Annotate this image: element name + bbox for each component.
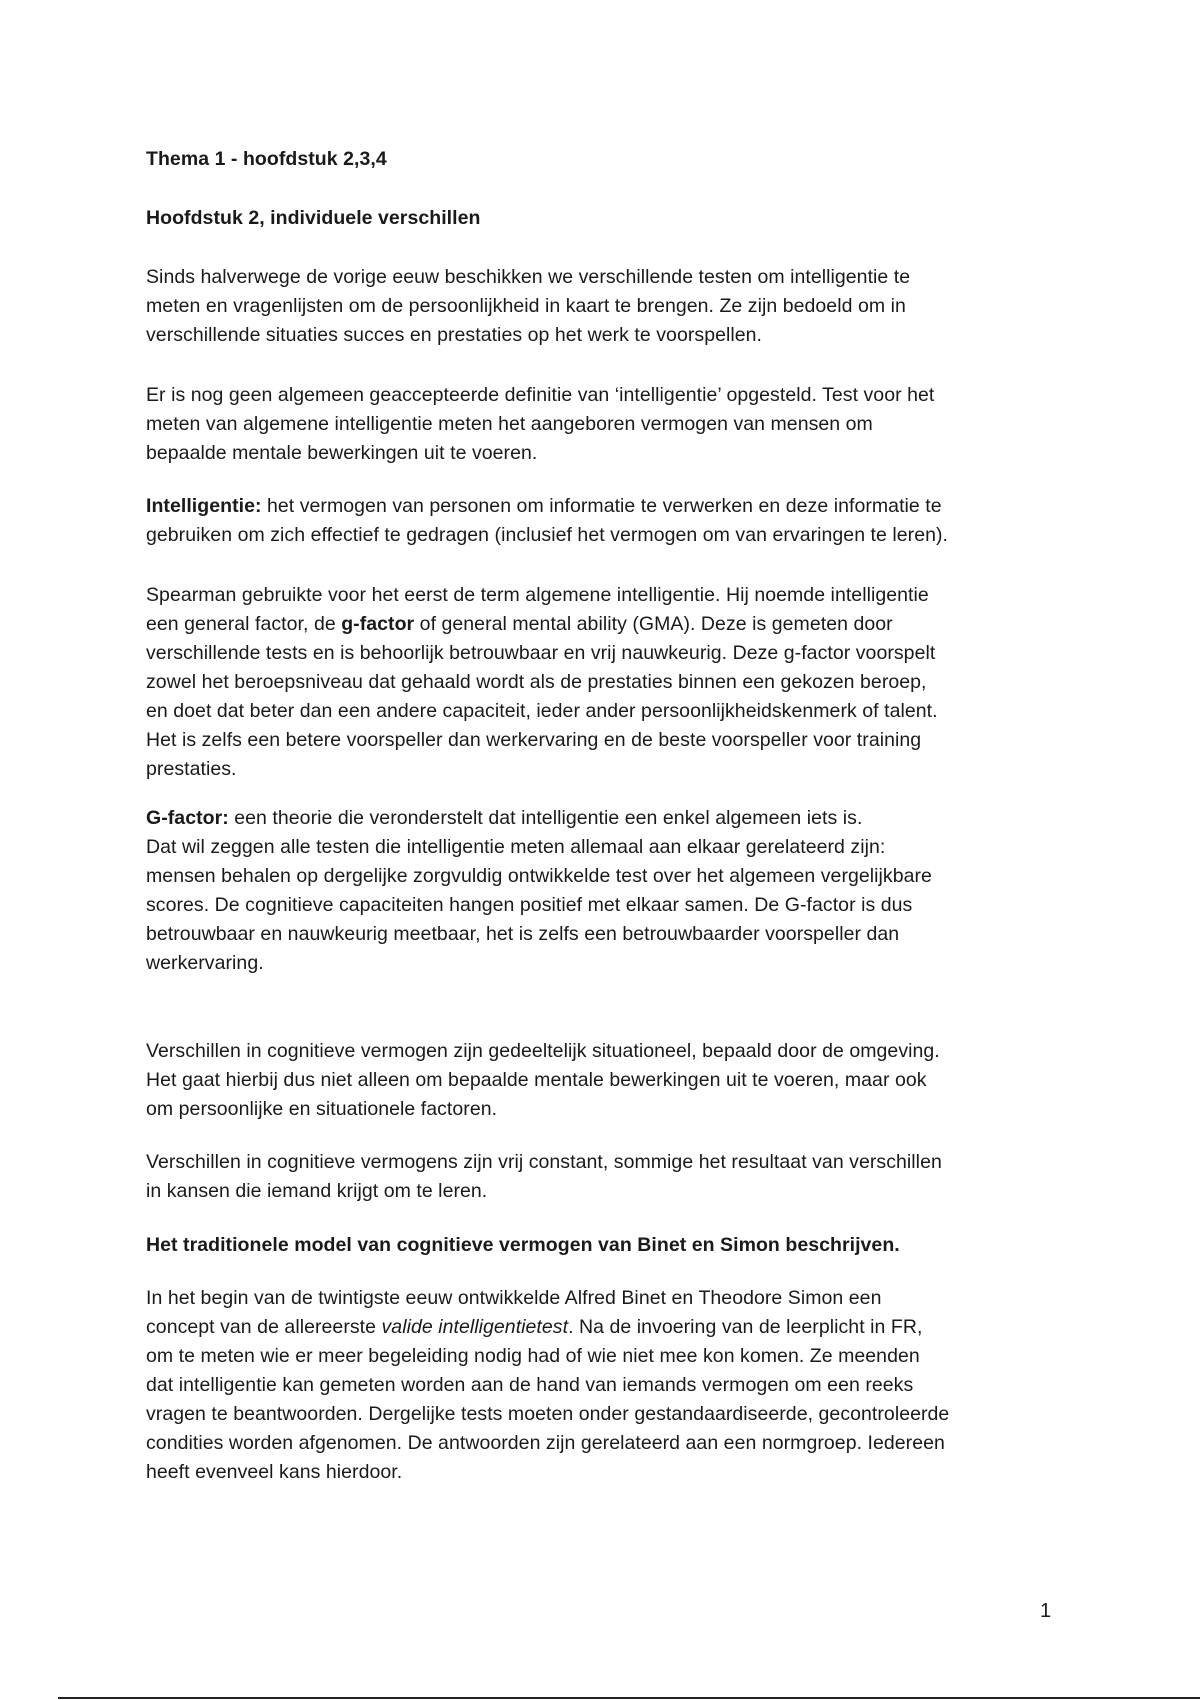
- paragraph-line: bepaalde mentale bewerkingen uit te voeren.: [146, 442, 538, 464]
- paragraph-line: [146, 1315, 922, 1339]
- paragraph-line: scores. De cognitieve capaciteiten hangen positief met elkaar samen. De G-factor is dus: [146, 894, 913, 916]
- document-title: Thema 1 - hoofdstuk 2,3,4: [146, 148, 387, 170]
- text-span: concept van de allereerste: [146, 1316, 382, 1338]
- term-g-factor: g-factor: [341, 613, 415, 635]
- text-span: . Na de invoering van de leerplicht in FR,: [568, 1316, 923, 1338]
- paragraph-line: Spearman gebruikte voor het eerst de term algemene intelligentie. Hij noemde intelligentie: [146, 584, 929, 606]
- paragraph-line: in kansen die iemand krijgt om te leren.: [146, 1180, 488, 1202]
- paragraph-line: verschillende situaties succes en prestaties op het werk te voorspellen.: [146, 324, 763, 346]
- paragraph-line: verschillende tests en is behoorlijk betrouwbaar en vrij nauwkeurig. Deze g-factor voorspelt: [146, 642, 936, 664]
- chapter-heading: Hoofdstuk 2, individuele verschillen: [146, 207, 481, 229]
- paragraph-line: Verschillen in cognitieve vermogen zijn gedeeltelijk situationeel, bepaald door de omgeving.: [146, 1040, 940, 1062]
- paragraph-line: Er is nog geen algemeen geaccepteerde definitie van ‘intelligentie’ opgesteld. Test voor het: [146, 384, 935, 406]
- text-span: een general factor, de: [146, 613, 342, 635]
- paragraph-line: en doet dat beter dan een andere capaciteit, ieder ander persoonlijkheidskenmerk of talent.: [146, 700, 938, 722]
- paragraph-line: In het begin van de twintigste eeuw ontwikkelde Alfred Binet en Theodore Simon een: [146, 1287, 882, 1309]
- text-span: een theorie die veronderstelt dat intelligentie een enkel algemeen iets is.: [228, 807, 863, 829]
- paragraph-line: prestaties.: [146, 758, 237, 780]
- paragraph-line: betrouwbaar en nauwkeurig meetbaar, het is zelfs een betrouwbaarder voorspeller dan: [146, 923, 900, 945]
- definition-text: het vermogen van personen om informatie te verwerken en deze informatie te: [261, 495, 942, 517]
- paragraph-line: Verschillen in cognitieve vermogens zijn vrij constant, sommige het resultaat van verschillen: [146, 1151, 942, 1173]
- paragraph-line: zowel het beroepsniveau dat gehaald wordt als de prestaties binnen een gekozen beroep,: [146, 671, 927, 693]
- paragraph-line: Het is zelfs een betere voorspeller dan werkervaring en de beste voorspeller voor training: [146, 729, 922, 751]
- paragraph-line: meten van algemene intelligentie meten het aangeboren vermogen van mensen om: [146, 413, 873, 435]
- paragraph-line: [146, 494, 942, 518]
- paragraph-line: condities worden afgenomen. De antwoorden zijn gerelateerd aan een normgroep. Iedereen: [146, 1432, 945, 1454]
- text-span: of general mental ability (GMA). Deze is gemeten door: [414, 613, 893, 635]
- footer-divider: [58, 1697, 1200, 1699]
- paragraph-line: om persoonlijke en situationele factoren.: [146, 1098, 498, 1120]
- paragraph-line: werkervaring.: [146, 952, 264, 974]
- paragraph-line: gebruiken om zich effectief te gedragen (inclusief het vermogen om van ervaringen te leren).: [146, 524, 949, 546]
- paragraph-line: vragen te beantwoorden. Dergelijke tests moeten onder gestandaardiseerde, gecontroleerde: [146, 1403, 950, 1425]
- paragraph-line: [146, 612, 893, 636]
- paragraph-line: meten en vragenlijsten om de persoonlijkheid in kaart te brengen. Ze zijn bedoeld om in: [146, 295, 906, 317]
- paragraph-line: Het gaat hierbij dus niet alleen om bepaalde mentale bewerkingen uit te voeren, maar ook: [146, 1069, 927, 1091]
- paragraph-line: [146, 806, 862, 830]
- paragraph-line: heeft evenveel kans hierdoor.: [146, 1461, 403, 1483]
- paragraph-line: mensen behalen op dergelijke zorgvuldig ontwikkelde test over het algemeen vergelijkbare: [146, 865, 932, 887]
- paragraph-line: dat intelligentie kan gemeten worden aan de hand van iemands vermogen om een reeks: [146, 1374, 914, 1396]
- term-g-factor-definition: G-factor:: [146, 807, 229, 829]
- page-number: 1: [1040, 1600, 1052, 1622]
- emphasis-valid-test: valide intelligentietest: [381, 1316, 569, 1338]
- paragraph-line: Sinds halverwege de vorige eeuw beschikken we verschillende testen om intelligentie te: [146, 266, 911, 288]
- term-intelligentie: Intelligentie:: [146, 495, 262, 517]
- section-heading: Het traditionele model van cognitieve vermogen van Binet en Simon beschrijven.: [146, 1234, 900, 1256]
- paragraph-line: Dat wil zeggen alle testen die intelligentie meten allemaal aan elkaar gerelateerd zijn:: [146, 836, 886, 858]
- paragraph-line: om te meten wie er meer begeleiding nodig had of wie niet mee kon komen. Ze meenden: [146, 1345, 920, 1367]
